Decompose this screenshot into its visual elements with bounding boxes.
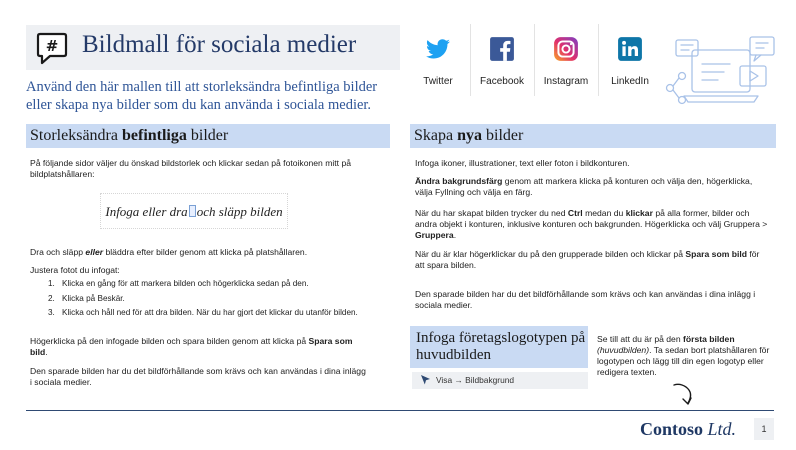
image-placeholder[interactable]: Infoga eller dra och släpp bilden bbox=[100, 193, 288, 229]
social-twitter bbox=[408, 24, 468, 96]
list-item: 2. Klicka på Beskär. bbox=[48, 293, 125, 303]
footer-divider bbox=[26, 410, 774, 411]
list-item: 1. Klicka en gång för att markera bilden och högerklicka sedan på den. bbox=[48, 279, 309, 288]
social-label: Facebook bbox=[480, 76, 524, 87]
divider bbox=[470, 24, 471, 96]
right-p5: Den sparade bilden har du det bildförhållande som krävs och kan användas i dina inlägg i sociala medier. bbox=[415, 289, 756, 310]
logo-text: Se till att du är på den första bilden (huvudbilden). Ta sedan bort platshållaren för logotypen och lägg till din egen logotyp eller redigera texten. bbox=[597, 334, 770, 377]
instagram-icon bbox=[553, 36, 579, 62]
facebook-icon bbox=[489, 36, 515, 62]
list-item: 3. Klicka och håll ned för att dra bilden. När du har gjort det klickar du utanför bilden. bbox=[48, 308, 358, 317]
right-p2: Ändra bakgrundsfärg genom att markera klicka på konturen och välja den, högerklicka, välja Fyllning och välja en färg. bbox=[415, 176, 753, 197]
page-title: Bildmall för sociala medier bbox=[82, 31, 357, 58]
title-box bbox=[26, 25, 400, 70]
company-logo: Contoso Ltd. bbox=[640, 419, 737, 439]
svg-text:#: # bbox=[45, 37, 59, 55]
page-number: 1 bbox=[754, 418, 774, 440]
right-heading: Skapa nya bilder bbox=[410, 124, 776, 148]
left-drag-text: Dra och släpp eller bläddra efter bilder genom att klicka på platshållaren. bbox=[30, 247, 308, 257]
divider bbox=[534, 24, 535, 96]
left-intro: På följande sidor väljer du önskad bildstorlek och klickar sedan på fotoikonen mitt på bildplatshållaren: bbox=[30, 158, 352, 179]
twitter-icon bbox=[425, 36, 451, 62]
right-p4: När du är klar högerklickar du på den grupperade bilden och klickar på Spara som bild för att spara bilden. bbox=[415, 249, 760, 270]
steps-list bbox=[48, 279, 368, 323]
curved-arrow-icon bbox=[672, 381, 706, 407]
social-instagram bbox=[536, 24, 596, 96]
social-label: Instagram bbox=[543, 76, 589, 87]
linkedin-icon bbox=[617, 36, 643, 62]
social-linkedin bbox=[600, 24, 660, 96]
view-slide-background-hint: Visa → Bildbakgrund bbox=[412, 372, 588, 389]
page-subtitle: Använd den här mallen till att storleksändra befintliga bilder eller skapa nya bilder som du kan använda i sociala medier. bbox=[26, 79, 378, 113]
left-heading: Storleksändra befintliga bilder bbox=[26, 124, 390, 148]
logo-heading: Infoga företagslogotypen på huvudbilden bbox=[410, 326, 588, 368]
social-label: Twitter bbox=[423, 76, 453, 87]
mouse-pointer-icon bbox=[420, 374, 432, 386]
hashtag-chat-icon bbox=[36, 31, 68, 65]
social-facebook bbox=[472, 24, 532, 96]
right-p1: Infoga ikoner, illustrationer, text eller foton i bildkonturen. bbox=[415, 158, 630, 168]
right-p3: När du har skapat bilden trycker du ned Ctrl medan du klickar på alla former, bilder och andra objekt i konturen, inklusive konturen och bakgrunden. Högerklicka och välj Gruppera > Gruppera. bbox=[415, 208, 768, 240]
divider bbox=[598, 24, 599, 96]
left-final-text: Den sparade bilden har du det bildförhållande som krävs och kan användas i dina inlägg i sociala medier. bbox=[30, 366, 366, 387]
laptop-social-illustration-icon bbox=[662, 34, 780, 118]
text-cursor-icon bbox=[189, 205, 196, 217]
social-label: LinkedIn bbox=[611, 76, 649, 87]
left-save-text: Högerklicka på den infogade bilden och spara bilden genom att klicka på Spara som bild. bbox=[30, 336, 353, 357]
left-adjust-text: Justera fotot du infogat: bbox=[30, 265, 120, 275]
